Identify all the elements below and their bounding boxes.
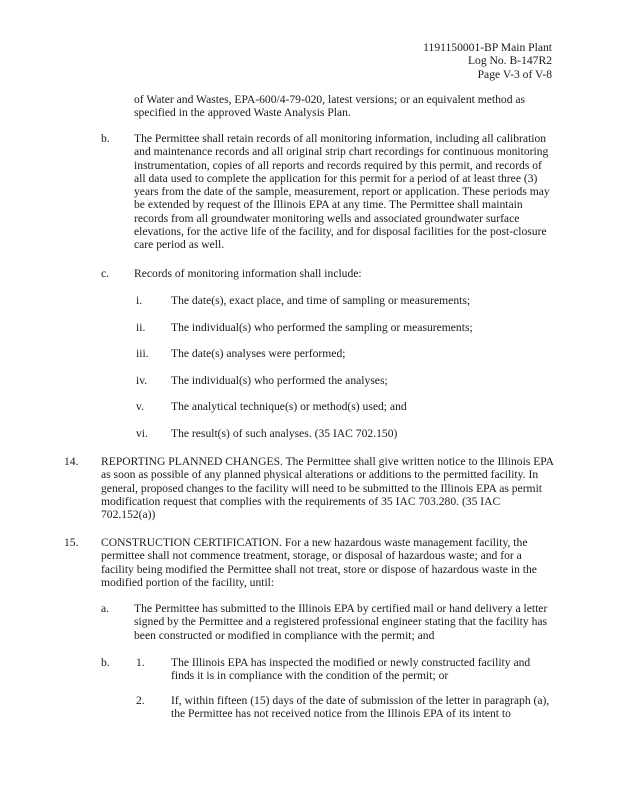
continuation-text: of Water and Wastes, EPA-600/4-79-020, latest versions; or an equivalent method as specified in the approved Waste Analysis Plan. [134,93,526,120]
section-15-item-b-label: b. [101,656,110,669]
document-header [423,41,552,81]
permit-number: 1191150001-BP Main Plant [423,41,552,54]
section-15-text: CONSTRUCTION CERTIFICATION. For a new hazardous waste management facility, the permittee shall not commence treatment, storage, or disposal of hazardous waste; and for a facility being modified the Permittee shall not treat, store or dispose of hazardous waste in the modified portion of the facility, until: [101,536,537,589]
subitem-iii-label: iii. [136,347,149,360]
section-15-item-a-text: The Permittee has submitted to the Illinois EPA by certified mail or hand delivery a letter signed by the Permittee and a registered professional engineer stating that the facility has been constructed or modified in compliance with the permit; and [134,602,548,642]
section-15-b-sub1-text: The Illinois EPA has inspected the modified or newly constructed facility and finds it is in compliance with the condition of the permit; or [171,656,531,683]
subitem-v-text: The analytical technique(s) or method(s) used; and [171,400,407,413]
subitem-v-label: v. [136,400,144,413]
item-c-label: c. [101,267,110,280]
subitem-iii-text: The date(s) analyses were performed; [171,347,346,360]
subitem-vi-label: vi. [136,427,148,440]
section-15-item-a-label: a. [101,602,110,615]
page-number: Page V-3 of V-8 [477,67,552,81]
subitem-vi-text: The result(s) of such analyses. (35 IAC 702.150) [171,427,398,440]
section-14-text: REPORTING PLANNED CHANGES. The Permittee shall give written notice to the Illinois EPA as soon as possible of any planned physical alterations or additions to the permitted facility. In general, proposed changes to the facility will need to be submitted to the Illinois EPA as permit modification request that complies with the requirements of 35 IAC 703.280. (35 IAC 702.152(a)) [101,455,554,522]
section-14-number: 14. [64,455,79,468]
subitem-i-label: i. [136,294,143,307]
log-number: Log No. B-147R2 [467,54,552,68]
item-b-text: The Permittee shall retain records of all monitoring information, including all calibration and maintenance records and all original strip chart recordings for continuous monitoring instrumentation, copies of all reports and records required by this permit, and records of all data used to complete the application for this permit for a period of at least three (3) years from the date of the sample, measurement, report or application. These periods may be extended by request of the Illinois EPA at any time. The Permittee shall maintain records from all groundwater monitoring wells and associated groundwater surface elevations, for the active life of the facility, and for disposal facilities for the post-closure care period as well. [134,132,550,252]
item-c-text: Records of monitoring information shall include: [134,267,362,280]
section-15-number: 15. [64,536,79,549]
subitem-iv-text: The individual(s) who performed the analyses; [171,374,388,387]
section-15-b-sub1-label: 1. [136,656,145,669]
section-15-b-sub2-text: If, within fifteen (15) days of the date of submission of the letter in paragraph (a), the Permittee has not received notice from the Illinois EPA of its intent to [171,694,550,721]
subitem-ii-label: ii. [136,321,146,334]
item-b-label: b. [101,132,110,145]
subitem-ii-text: The individual(s) who performed the sampling or measurements; [171,321,473,334]
subitem-i-text: The date(s), exact place, and time of sampling or measurements; [171,294,471,307]
section-15-b-sub2-label: 2. [136,694,145,707]
subitem-iv-label: iv. [136,374,148,387]
